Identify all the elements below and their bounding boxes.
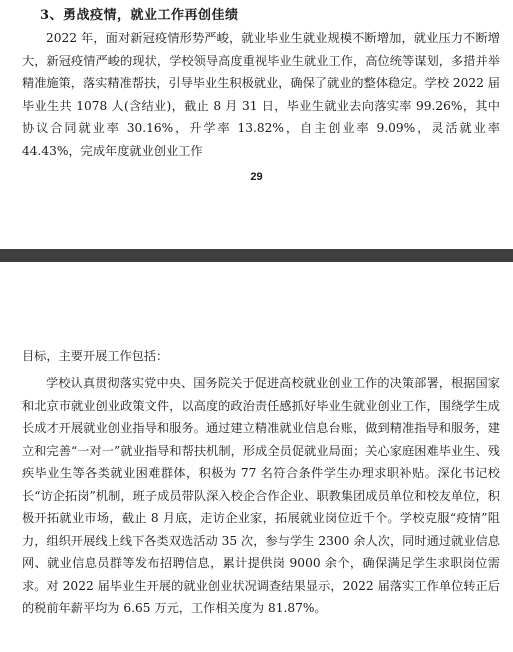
document-page-upper (0, 0, 513, 240)
continuation-line: 目标，主要开展工作包括： (22, 349, 169, 363)
page-separator-bar (0, 249, 513, 262)
page-number: 29 (250, 171, 263, 183)
body-paragraph-upper: 2022 年，面对新冠疫情形势严峻，就业毕业生就业规模不断增加，就业压力不断增大，新冠疫情严峻的现状，学校领导高度重视毕业生就业工作，高位统等谋划，多措并举精准施策，落实精准帮扶，引导毕业生积极就业，确保了就业的整体稳定。学校 2022 届毕业生共 1078 人(含结业)，截止 8 月 31 日，毕业生就业去向落实率 99.26%，其中协议合同就业率 30.16%，升学率 13.82%，自主创业率 9.09%，灵活就业率 44.43%，完成年度就业创业工作 (22, 31, 500, 158)
body-paragraph-lower: 学校认真贯彻落实党中央、国务院关于促进高校就业创业工作的决策部署，根据国家和北京市就业创业政策文件，以高度的政治责任感抓好毕业生就业创业工作，围绕学生成长成才开展就业创业指导和服务。通过建立精准就业信息台账，做到精准指导和服务，建立和完善“一对一”就业指导和帮扶机制，形成全员促就业局面；关心家庭困难毕业生、残疾毕业生等各类就业困难群体，积极为 77 名符合条件学生办理求职补贴。深化书记校长“访企拓岗”机制，班子成员带队深入校企合作企业、职教集团成员单位和校友单位，积极开拓就业市场，截止 8 月底，走访企业家，拓展就业岗位近千个。学校克服“疫情”阻力，组织开展线上线下各类双选活动 35 次，参与学生 2300 余人次，同时通过就业信息网、就业信息员群等发布招聘信息，累计提供岗 9000 余个，确保满足学生求职岗位需求。对 2022 届毕业生开展的就业创业状况调查结果显示，2022 届落实工作单位转正后的税前年薪平均为 6.65 万元，工作相关度为 81.87%。 (22, 376, 500, 615)
section-heading: 3、勇战疫情，就业工作再创佳绩 (40, 8, 239, 23)
